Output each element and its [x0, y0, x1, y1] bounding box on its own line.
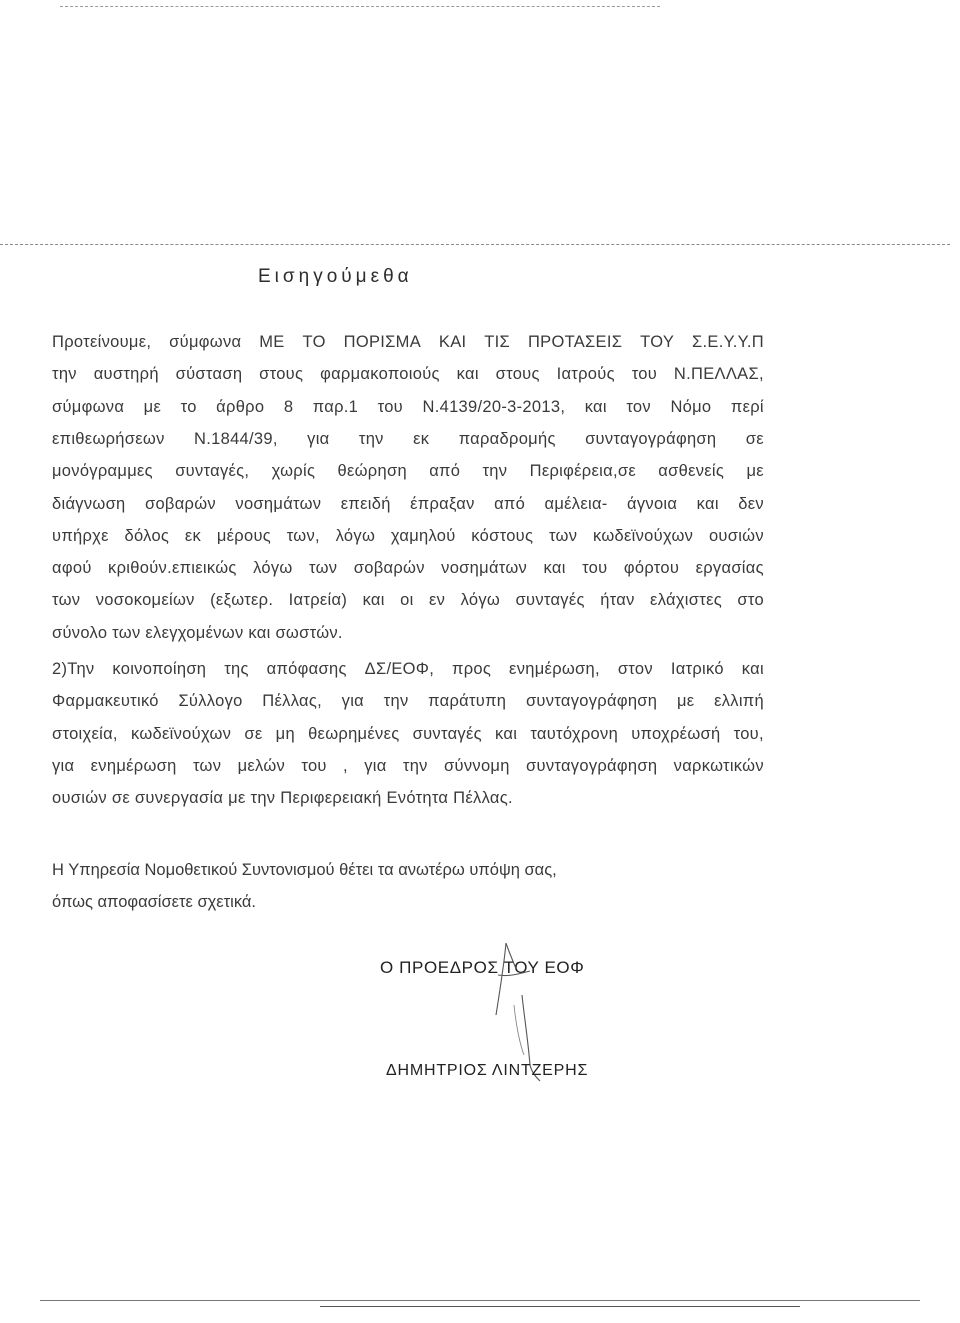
- paragraph-line: την αυστηρή σύσταση στους φαρμακοποιούς και στους Ιατρούς του Ν.ΠΕΛΛΑΣ,: [52, 365, 764, 384]
- paragraph-line: σύνολο των ελεγχομένων και σωστών.: [52, 623, 343, 642]
- paragraph-line: επιθεωρήσεων Ν.1844/39, για την εκ παραδρομής συνταγογράφηση σε: [52, 429, 764, 448]
- scan-artifact-top: [60, 6, 660, 8]
- signatory-name: ΔΗΜΗΤΡΙΟΣ ΛΙΝΤΖΕΡΗΣ: [386, 1062, 589, 1079]
- paragraph-line: στοιχεία, κωδεϊνούχων σε μη θεωρημένες συνταγές και ταυτόχρονη υποχρέωσή του,: [52, 724, 764, 743]
- paragraph-line: διάγνωση σοβαρών νοσημάτων επειδή έπραξαν από αμέλεια- άγνοια και δεν: [52, 494, 764, 513]
- paragraph-line: για ενημέρωση των μελών του , για την σύννομη συνταγογράφηση ναρκωτικών: [52, 756, 764, 775]
- paragraph-line: μονόγραμμες συνταγές, χωρίς θεώρηση από την Περιφέρεια,σε ασθενείς με: [52, 462, 764, 481]
- paragraph-line: Προτείνουμε, σύμφωνα ΜΕ ΤΟ ΠΟΡΙΣΜΑ ΚΑΙ ΤΙΣ ΠΡΟΤΑΣΕΙΣ ΤΟΥ Σ.Ε.Υ.Υ.Π: [52, 333, 764, 351]
- paragraph-line: υπήρχε δόλος εκ μέρους των, λόγω χαμηλού κόστους των κωδεϊνούχων ουσιών: [52, 526, 764, 545]
- closing-line-1: Η Υπηρεσία Νομοθετικού Συντονισμού θέτει τα ανωτέρω υπόψη σας,: [52, 861, 557, 879]
- paragraph-line: 2)Την κοινοποίηση της απόφασης ΔΣ/ΕΟΦ, προς ενημέρωση, στον Ιατρικό και: [52, 660, 764, 678]
- scan-fold-line: [0, 244, 950, 246]
- paragraph-line: Φαρμακευτικό Σύλλογο Πέλλας, για την παράτυπη συνταγογράφηση με ελλιπή: [52, 692, 764, 711]
- paragraph-line: σύμφωνα με το άρθρο 8 παρ.1 του Ν.4139/20-3-2013, και τον Νόμο περί: [52, 397, 764, 416]
- paragraph-line: αφού κριθούν.επιεικώς λόγω των σοβαρών νοσημάτων και του φόρτου εργασίας: [52, 559, 764, 578]
- scan-artifact-bottom: [40, 1300, 920, 1302]
- heading: Εισηγούμεθα: [258, 266, 413, 287]
- signatory-title: Ο ΠΡΟΕΔΡΟΣ ΤΟΥ ΕΟΦ: [380, 958, 585, 977]
- scan-artifact-bottom-2: [320, 1306, 800, 1308]
- closing-line-2: όπως αποφασίσετε σχετικά.: [52, 893, 257, 911]
- paragraph-line: ουσιών σε συνεργασία με την Περιφερειακή Ενότητα Πέλλας.: [52, 789, 513, 808]
- paragraph-line: των νοσοκομείων (εξωτερ. Ιατρεία) και οι εν λόγω συνταγές ήταν ελάχιστες στο: [52, 591, 764, 610]
